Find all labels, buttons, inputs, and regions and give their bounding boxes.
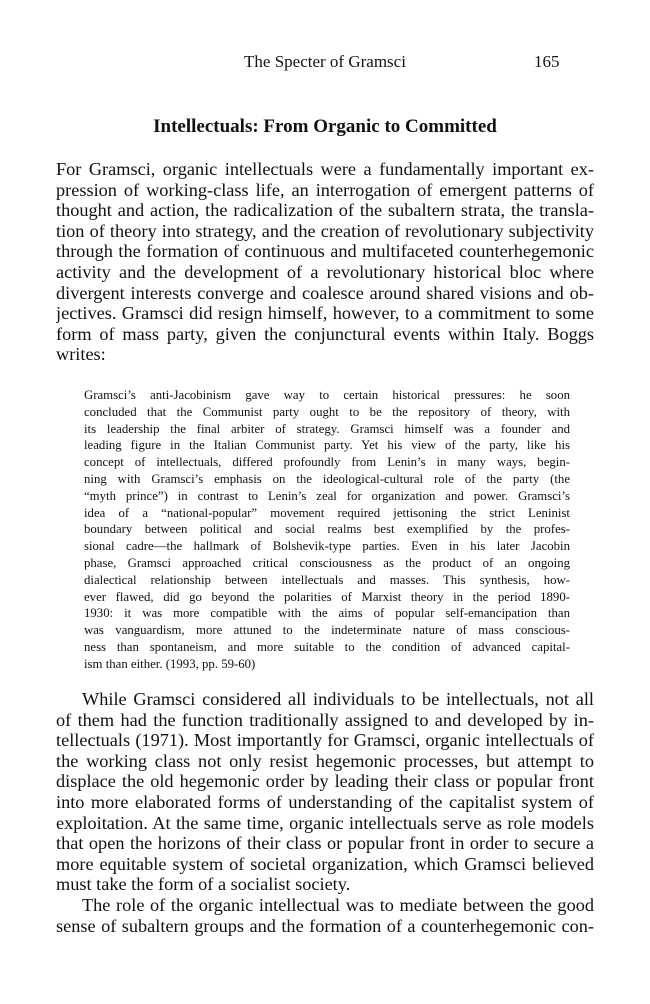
text-line: exploitation. At the same time, organic intellectuals serve as role models bbox=[56, 812, 594, 833]
text-line: more equitable system of societal organization, which Gramsci believed bbox=[56, 853, 594, 874]
text-line: tellectuals (1971). Most importantly for Gramsci, organic intellectuals of bbox=[56, 730, 594, 751]
paragraph-2 bbox=[56, 689, 594, 936]
text-line: that open the horizons of their class or popular front in order to secure a bbox=[56, 833, 594, 854]
quote-line: Gramsci’s anti-Jacobinism gave way to certain historical pressures: he soon bbox=[84, 388, 570, 402]
text-line: jectives. Gramsci did resign himself, however, to a commitment to some bbox=[56, 303, 594, 324]
text-line: into more elaborated forms of understanding of the capitalist system of bbox=[56, 791, 594, 812]
text-line: sense of subaltern groups and the formation of a counterhegemonic con- bbox=[56, 915, 594, 936]
quote-line: its leadership the final arbiter of strategy. Gramsci himself was a founder and bbox=[84, 421, 570, 436]
quote-line: concept of intellectuals, differed profoundly from Lenin’s in many ways, begin- bbox=[84, 455, 570, 470]
quote-line: ning with Gramsci’s emphasis on the ideological-cultural role of the party (the bbox=[84, 471, 570, 486]
text-line: through the formation of continuous and multifaceted counterhegemonic bbox=[56, 241, 594, 262]
quote-line: ism than either. (1993, pp. 59-60) bbox=[84, 656, 256, 671]
text-line: While Gramsci considered all individuals to be intellectuals, not all bbox=[82, 689, 594, 709]
text-line: thought and action, the radicalization of the subaltern strata, the transla- bbox=[56, 200, 594, 221]
quote-line: sional cadre—the hallmark of Bolshevik-type parties. Even in his later Jacobin bbox=[84, 539, 570, 554]
quote-line: ness than spontaneism, and more suitable to the condition of advanced capital- bbox=[84, 639, 570, 654]
block-quote bbox=[84, 387, 570, 673]
quote-line: leading figure in the Italian Communist party. Yet his view of the party, like his bbox=[84, 438, 570, 453]
quote-line: concluded that the Communist party ought to be the repository of theory, with bbox=[84, 404, 570, 419]
text-line: tion of theory into strategy, and the creation of revolutionary subjectivity bbox=[56, 220, 594, 241]
running-title: The Specter of Gramsci bbox=[244, 52, 406, 71]
quote-line: dialectical relationship between intellectuals and masses. This synthesis, how- bbox=[84, 572, 570, 587]
text-line: The role of the organic intellectual was to mediate between the good bbox=[82, 894, 594, 915]
section-heading: Intellectuals: From Organic to Committed bbox=[153, 116, 497, 137]
text-line: For Gramsci, organic intellectuals were a fundamentally important ex- bbox=[56, 159, 594, 179]
text-line: must take the form of a socialist society. bbox=[56, 874, 351, 895]
quote-line: 1930: it was more compatible with the aims of popular self-emancipation than bbox=[84, 606, 570, 621]
text-line: form of mass party, given the conjunctural events within Italy. Boggs bbox=[56, 323, 594, 344]
text-line: activity and the development of a revolutionary historical bloc where bbox=[56, 261, 594, 282]
quote-line: was vanguardism, more attuned to the indeterminate nature of mass conscious- bbox=[84, 623, 570, 638]
text-line: displace the old hegemonic order by leading their class or popular front bbox=[56, 771, 594, 792]
quote-line: “myth prince”) in contrast to Lenin’s zeal for organization and power. Gramsci’s bbox=[84, 488, 570, 503]
text-line: pression of working-class life, an interrogation of emergent patterns of bbox=[56, 179, 594, 200]
text-line: of them had the function traditionally assigned to and developed by in- bbox=[56, 709, 594, 730]
quote-line: phase, Gramsci approached critical consciousness as the product of an ongoing bbox=[84, 555, 570, 570]
quote-line: ever flawed, did go beyond the polarities of Marxist theory in the period 1890- bbox=[84, 589, 570, 604]
text-line: the working class not only resist hegemonic processes, but attempt to bbox=[56, 750, 594, 771]
paragraph-1 bbox=[56, 159, 594, 365]
text-line: divergent interests converge and coalesce around shared visions and ob- bbox=[56, 282, 594, 303]
quote-line: boundary between political and social realms best exemplified by the profes- bbox=[84, 522, 570, 537]
text-line: writes: bbox=[56, 344, 106, 365]
page-number: 165 bbox=[534, 52, 560, 71]
quote-line: idea of a “national-popular” movement required jettisoning the strict Leninist bbox=[84, 505, 570, 520]
